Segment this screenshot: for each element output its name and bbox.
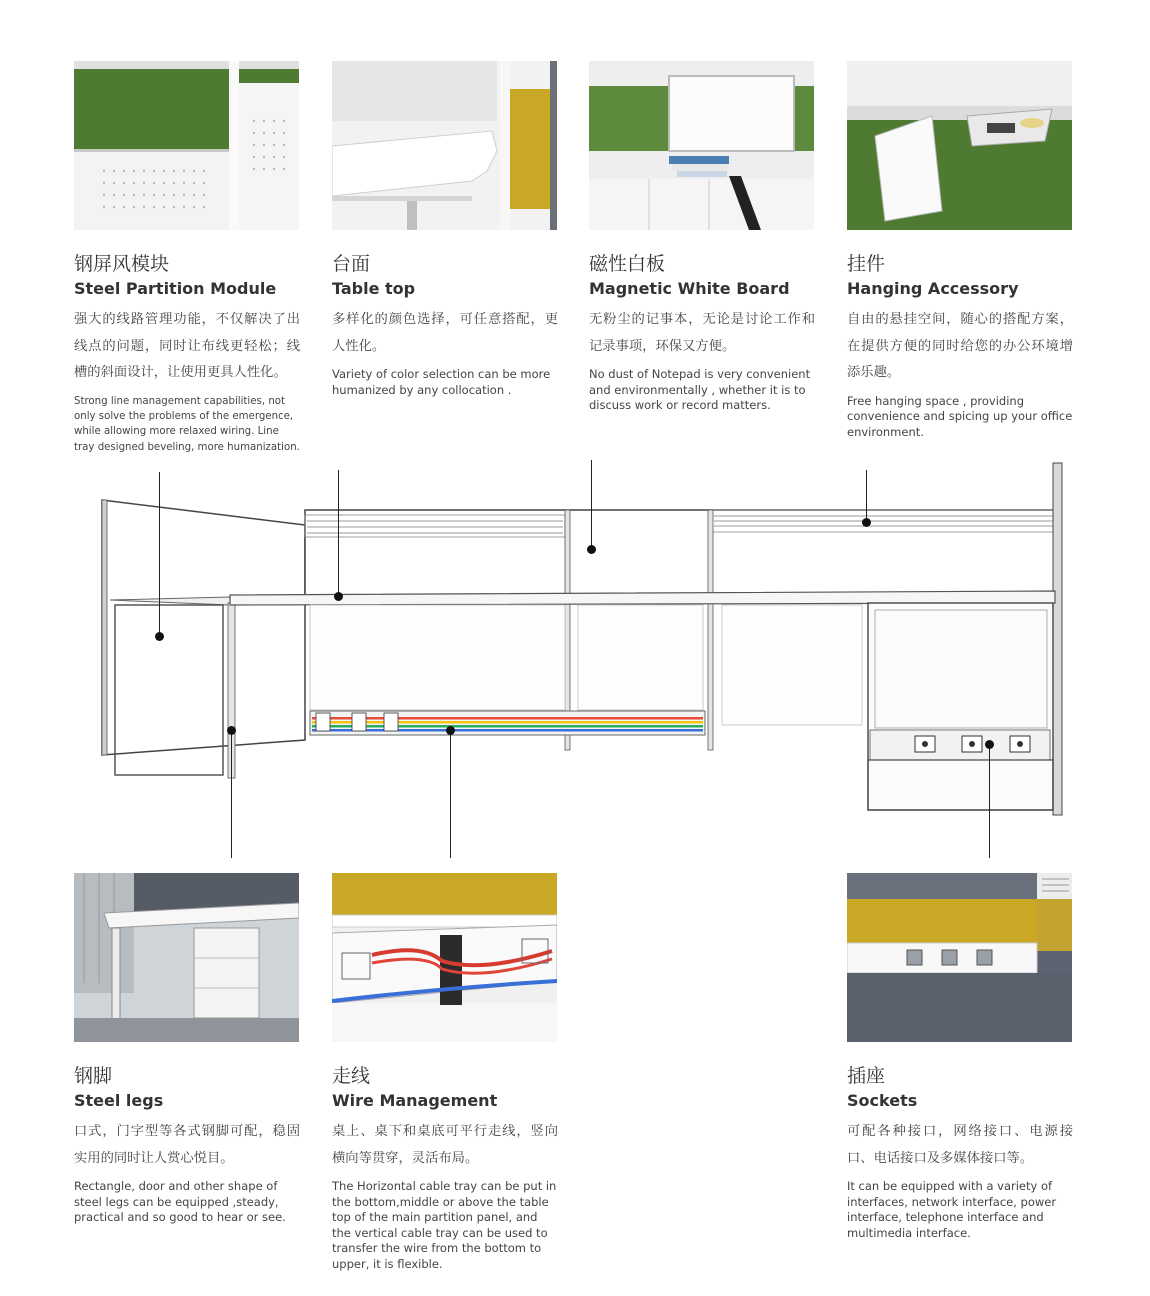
wire-title-en: Wire Management xyxy=(332,1091,498,1110)
steel-legs-photo xyxy=(74,873,299,1042)
feature-hanging xyxy=(847,61,1073,440)
feature-steel-partition xyxy=(74,61,300,455)
wire-desc-cn: 桌上、桌下和桌底可平行走线，竖向横向等贯穿，灵活布局。 xyxy=(332,1124,558,1166)
wire-desc-en: The Horizontal cable tray can be put in the bottom,middle or above the table top of the main partition panel, and the vertical cable tray can be used to transfer the wire from the bottom to upper, it is flexible. xyxy=(332,1179,557,1271)
callout-dot-table-top xyxy=(334,592,343,601)
steel-partition-title-en: Steel Partition Module xyxy=(74,279,277,298)
sockets-photo xyxy=(847,873,1072,1042)
steel-legs-desc-cn: 口式，门字型等各式钢脚可配，稳固实用的同时让人赏心悦目。 xyxy=(74,1124,300,1166)
table-top-photo xyxy=(332,61,557,230)
table-top-desc-cn: 多样化的颜色选择，可任意搭配，更人性化。 xyxy=(332,312,558,354)
sockets-title-cn: 插座 xyxy=(847,1065,886,1087)
white-board-desc-en: No dust of Notepad is very convenient and environmentally , whether it is to discuss work or record matters. xyxy=(589,367,811,412)
callout-dot-sockets xyxy=(985,740,994,749)
table-top-desc-en: Variety of color selection can be more humanized by any collocation . xyxy=(332,367,551,397)
workstation-diagram xyxy=(0,455,1150,855)
steel-partition-desc-en: Strong line management capabilities, not only solve the problems of the emergence, while allowing more relaxed wiring. Line tray designed beveling, more humanization. xyxy=(74,395,300,453)
callout-line-sockets xyxy=(989,744,990,858)
steel-legs-title-en: Steel legs xyxy=(74,1091,164,1110)
callout-line-wire xyxy=(450,730,451,858)
left-partition-panel xyxy=(102,500,305,755)
sockets-desc-cn: 可配各种接口，网络接口、电源接口、电话接口及多媒体接口等。 xyxy=(847,1124,1073,1166)
callout-line-table-top xyxy=(338,470,339,596)
steel-legs-desc-en: Rectangle, door and other shape of steel legs can be equipped ,steady, practical and so good to hear or see. xyxy=(74,1179,286,1224)
feature-wire xyxy=(332,873,558,1272)
callout-dot-hanging xyxy=(862,518,871,527)
white-board-photo xyxy=(589,61,814,230)
wire-photo xyxy=(332,873,557,1042)
feature-sockets xyxy=(847,873,1073,1241)
feature-steel-legs xyxy=(74,873,300,1226)
steel-partition-title-cn: 钢屏风模块 xyxy=(74,253,170,275)
steel-partition-desc-cn: 强大的线路管理功能，不仅解决了出线点的问题，同时让布线更轻松；线槽的斜面设计，让使用更具人性化。 xyxy=(74,312,300,380)
white-board-title-cn: 磁性白板 xyxy=(589,253,666,275)
table-top-title-en: Table top xyxy=(332,279,416,298)
cable-tray xyxy=(310,711,705,735)
hanging-desc-cn: 自由的悬挂空间，随心的搭配方案，在提供方便的同时给您的办公环境增添乐趣。 xyxy=(847,312,1073,380)
callout-line-hanging xyxy=(866,470,867,522)
callout-line-white-board xyxy=(591,460,592,550)
callout-line-steel-legs xyxy=(231,730,232,858)
white-board-desc-cn: 无粉尘的记事本，无论是讨论工作和记录事项，环保又方便。 xyxy=(589,312,815,354)
callout-dot-steel-legs xyxy=(227,726,236,735)
hanging-desc-en: Free hanging space , providing convenience and spicing up your office environment. xyxy=(847,393,1073,439)
callout-line-steel-partition xyxy=(159,472,160,636)
steel-partition-photo xyxy=(74,61,299,230)
white-board-title-en: Magnetic White Board xyxy=(589,279,790,298)
main-partition-panel xyxy=(305,510,1060,600)
sockets-title-en: Sockets xyxy=(847,1091,918,1110)
sockets-desc-en: It can be equipped with a variety of interfaces, network interface, power interface, telephone interface and multimedia interface. xyxy=(847,1179,1057,1240)
hanging-photo xyxy=(847,61,1072,230)
table-top-title-cn: 台面 xyxy=(332,253,371,275)
feature-white-board xyxy=(589,61,815,414)
hanging-title-en: Hanging Accessory xyxy=(847,279,1019,298)
feature-table-top xyxy=(332,61,558,398)
callout-dot-white-board xyxy=(587,545,596,554)
steel-legs-title-cn: 钢脚 xyxy=(74,1065,113,1087)
hanging-title-cn: 挂件 xyxy=(847,253,886,275)
right-end-post xyxy=(1053,463,1062,815)
socket-panel xyxy=(915,736,1030,752)
wire-title-cn: 走线 xyxy=(332,1065,371,1087)
callout-dot-steel-partition xyxy=(155,632,164,641)
callout-dot-wire xyxy=(446,726,455,735)
